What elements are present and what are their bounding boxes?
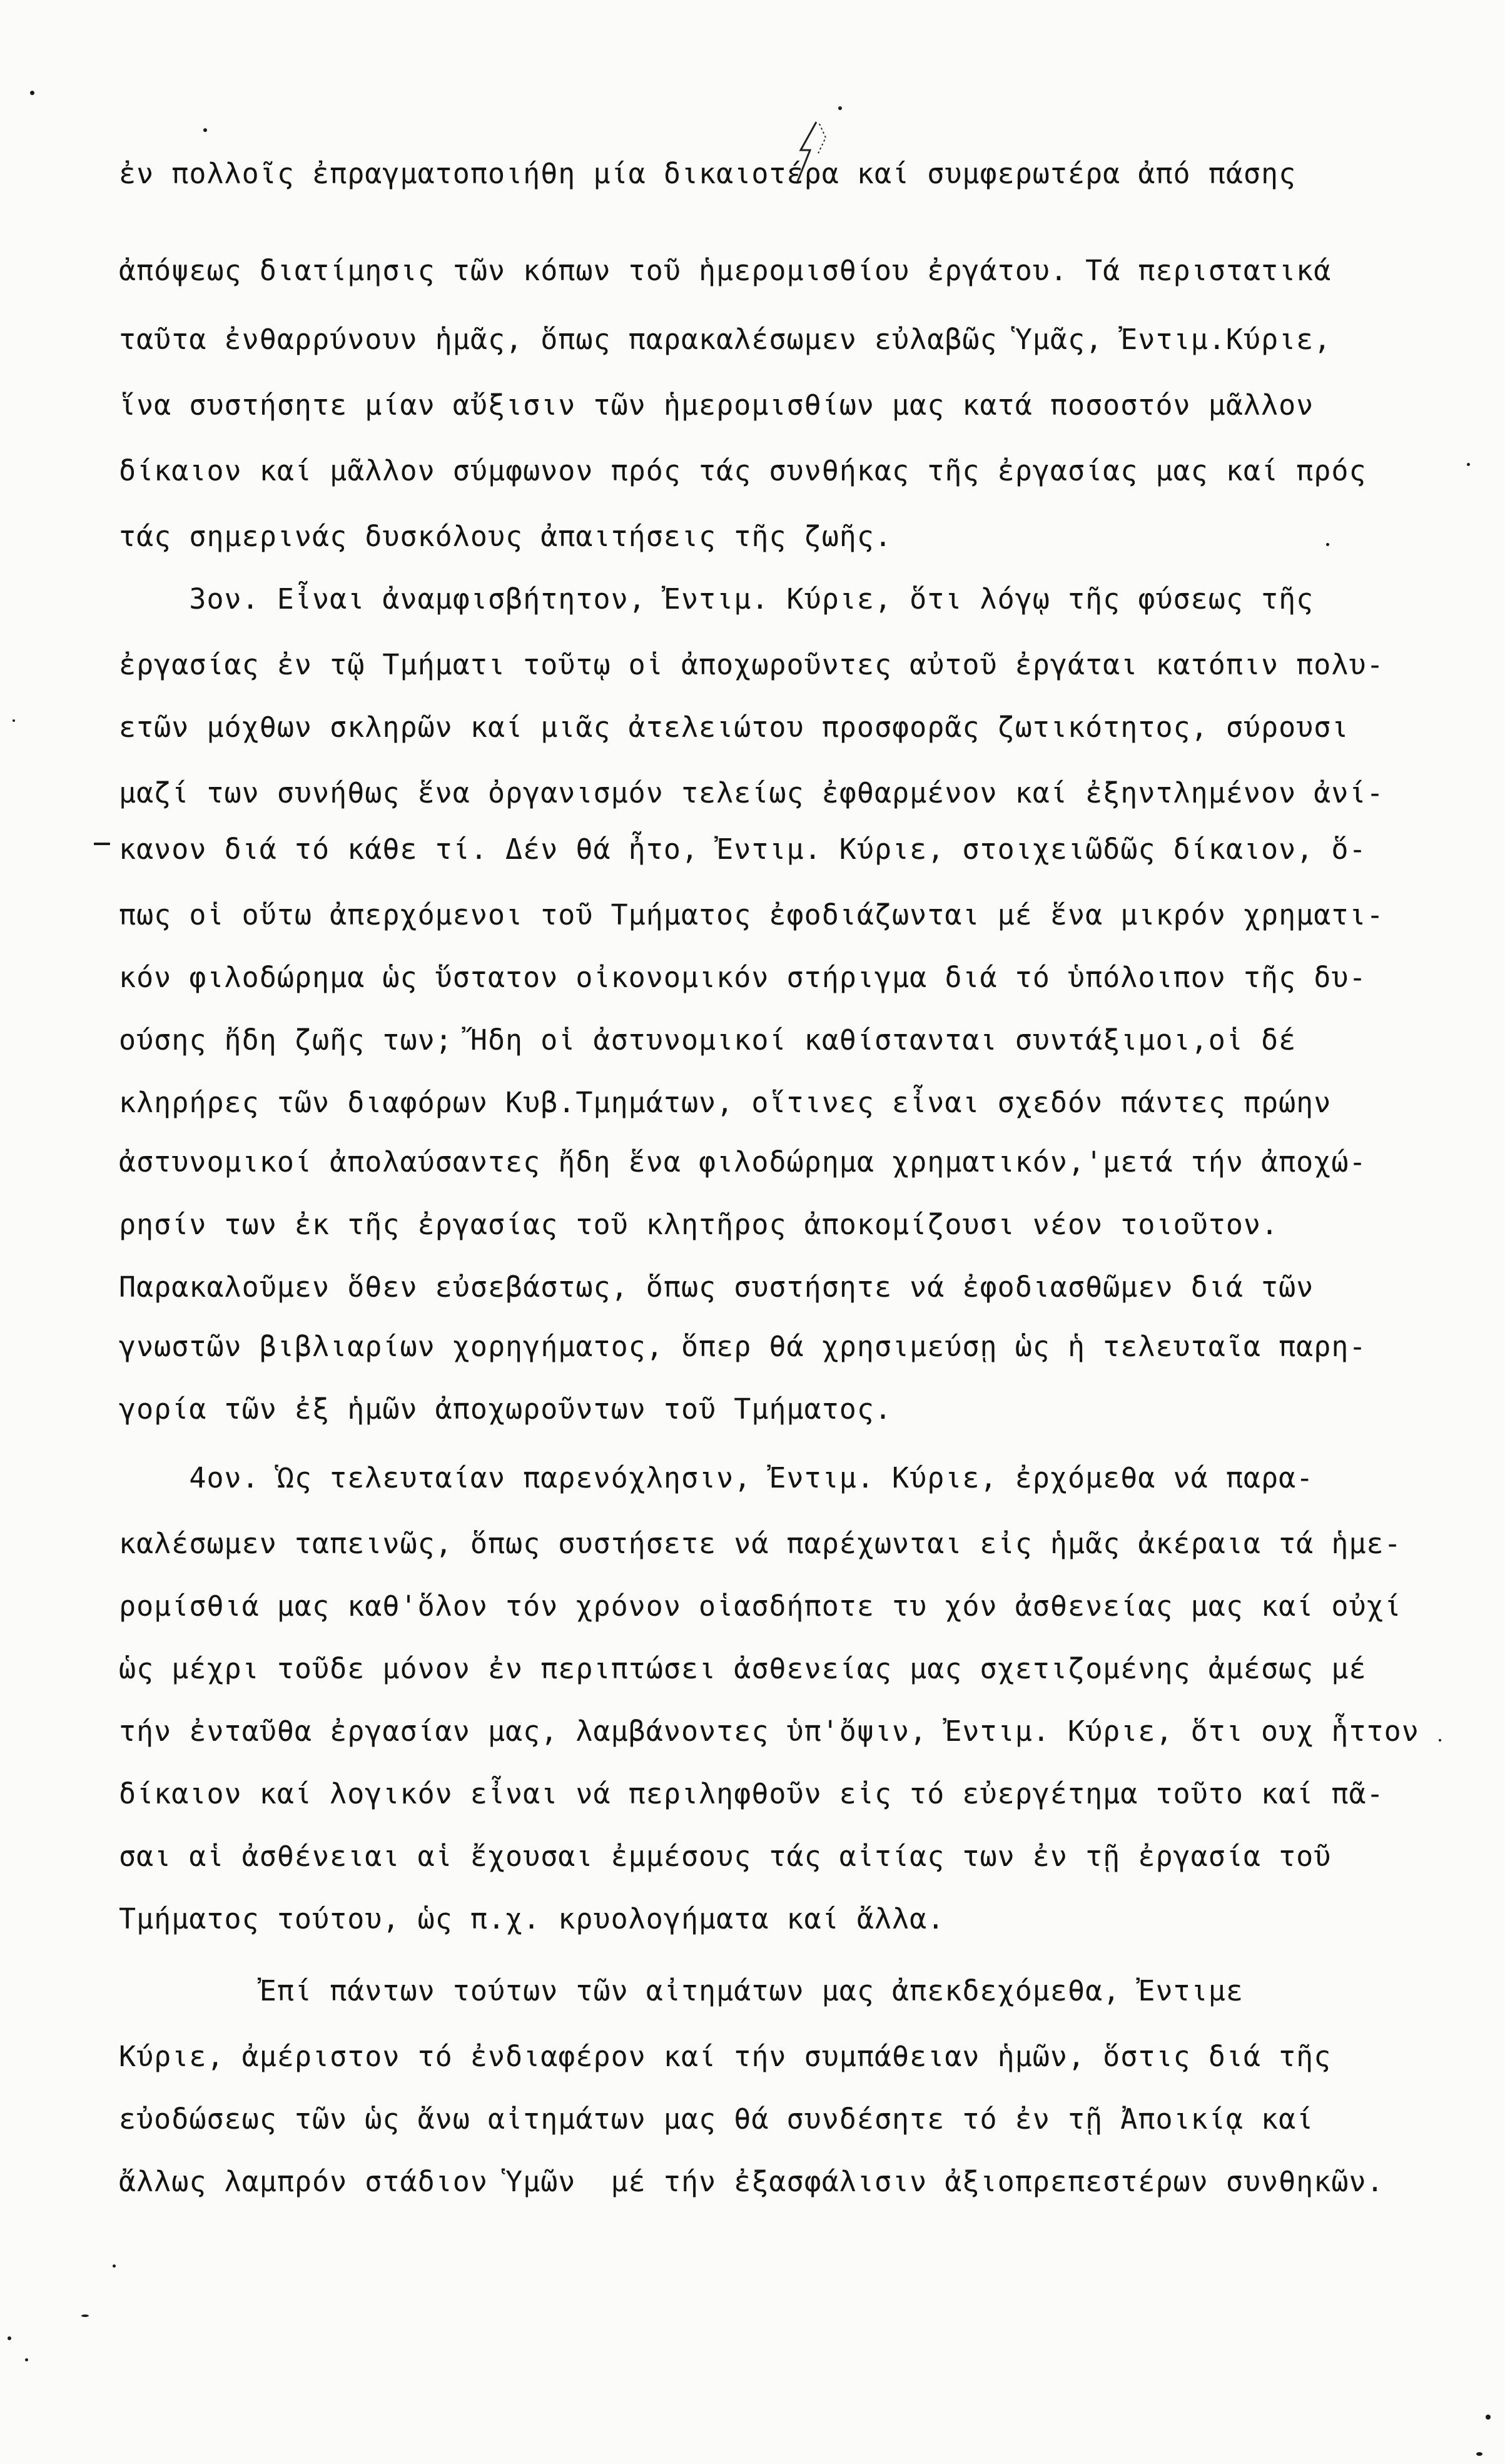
text-line: ἄλλως λαμπρόν στάδιον Ὑμῶν μέ τήν ἐξασφάλισιν ἀξιοπρεπεστέρων συνθηκῶν. (119, 2165, 1384, 2198)
text-line: 4ον. Ὡς τελευταίαν παρενόχλησιν, Ἐντιμ. Κύριε, ἐρχόμεθα νά παρα- (119, 1461, 1314, 1494)
scan-speck (8, 2336, 11, 2340)
text-line: ὡς μέχρι τοῦδε μόνον ἐν περιπτώσει ἀσθενείας μας σχετιζομένης ἀμέσως μέ (119, 1652, 1367, 1685)
text-line: μαζί των συνήθως ἕνα ὀργανισμόν τελείως ἐφθαρμένον καί ἐξηντλημένον ἀνί- (119, 776, 1384, 809)
text-line: εὐοδώσεως τῶν ὡς ἄνω αἰτημάτων μας θά συνδέσητε τό ἐν τῇ Ἀποικίᾳ καί (119, 2102, 1314, 2136)
scan-speck (838, 106, 842, 110)
text-line: ἐργασίας ἐν τῷ Τμήματι τοῦτῳ οἱ ἀποχωροῦντες αὐτοῦ ἐργάται κατόπιν πολυ- (119, 648, 1384, 681)
scan-speck (30, 91, 34, 95)
text-line: καλέσωμεν ταπεινῶς, ὅπως συστήσετε νά παρέχωνται εἰς ἡμᾶς ἀκέραια τά ἡμε- (119, 1527, 1402, 1560)
scan-speck (1486, 2415, 1491, 2420)
text-line: Τμήματος τούτου, ὡς π.χ. κρυολογήματα καί ἄλλα. (119, 1902, 945, 1935)
margin-hyphen (94, 843, 110, 845)
text-line: τάς σημερινάς δυσκόλους ἀπαιτήσεις τῆς ζωῆς. (119, 520, 893, 553)
text-line: ούσης ἤδη ζωῆς των; Ἤδη οἱ ἀστυνομικοί καθίστανται συντάξιμοι,οἱ δέ (119, 1023, 1297, 1057)
scan-speck (113, 2264, 116, 2268)
text-line: Παρακαλοῦμεν ὅθεν εὐσεβάστως, ὅπως συστήσητε νά ἐφοδιασθῶμεν διά τῶν (119, 1270, 1314, 1304)
text-line: Ἐπί πάντων τούτων τῶν αἰτημάτων μας ἀπεκδεχόμεθα, Ἐντιμε (119, 1974, 1244, 2007)
scan-speck (203, 128, 207, 132)
text-line: κληρήρες τῶν διαφόρων Κυβ.Τμημάτων, οἵτινες εἶναι σχεδόν πάντες πρώην (119, 1086, 1332, 1119)
scan-speck (1476, 2452, 1482, 2456)
text-line: δίκαιον καί λογικόν εἶναι νά περιληφθοῦν εἰς τό εὐεργέτημα τοῦτο καί πᾶ- (119, 1777, 1384, 1810)
text-line: τήν ἐνταῦθα ἐργασίαν μας, λαμβάνοντες ὑπ'ὄψιν, Ἐντιμ. Κύριε, ὅτι ουχ ἧττον (119, 1715, 1419, 1748)
text-line: δίκαιον καί μᾶλλον σύμφωνον πρός τάς συνθήκας τῆς ἐργασίας μας καί πρός (119, 454, 1367, 487)
text-line: γνωστῶν βιβλιαρίων χορηγήματος, ὅπερ θά χρησιμεύσῃ ὡς ἡ τελευταῖα παρη- (119, 1330, 1367, 1363)
scan-speck (1326, 543, 1329, 546)
text-line: ἐν πολλοῖς ἐπραγματοποιήθη μία δικαιοτέρα καί συμφερωτέρα ἀπό πάσης (119, 157, 1297, 190)
scan-speck (81, 2314, 89, 2317)
text-line: 3ον. Εἶναι ἀναμφισβήτητον, Ἐντιμ. Κύριε, ὅτι λόγῳ τῆς φύσεως τῆς (119, 582, 1314, 616)
text-line: κόν φιλοδώρημα ὡς ὕστατον οἰκονομικόν στήριγμα διά τό ὑπόλοιπον τῆς δυ- (119, 961, 1367, 994)
scan-speck (1467, 463, 1470, 466)
text-line: ρομίσθιά μας καθ'ὅλον τόν χρόνον οἱασδήποτε τυ χόν ἀσθενείας μας καί οὐχί (119, 1589, 1402, 1623)
text-line: ἀστυνομικοί ἀπολαύσαντες ἤδη ἕνα φιλοδώρημα χρηματικόν,'μετά τήν ἀποχώ- (119, 1145, 1367, 1179)
text-line: ρησίν των ἐκ τῆς ἐργασίας τοῦ κλητῆρος ἀποκομίζουσι νέον τοιοῦτον. (119, 1208, 1279, 1241)
text-line: Κύριε, ἀμέριστον τό ἐνδιαφέρον καί τήν συμπάθειαν ἡμῶν, ὅστις διά τῆς (119, 2040, 1332, 2073)
scan-speck (25, 2358, 28, 2361)
text-line: σαι αἱ ἀσθένειαι αἱ ἔχουσαι ἐμμέσους τάς αἰτίας των ἐν τῇ ἐργασία τοῦ (119, 1840, 1332, 1873)
text-line: ετῶν μόχθων σκληρῶν καί μιᾶς ἀτελειώτου προσφορᾶς ζωτικότητος, σύρουσι (119, 711, 1349, 744)
text-line: κανον διά τό κάθε τί. Δέν θά ἦτο, Ἐντιμ. Κύριε, στοιχειῶδῶς δίκαιον, ὅ- (119, 833, 1367, 866)
scan-speck (13, 719, 15, 722)
text-line: ἀπόψεως διατίμησις τῶν κόπων τοῦ ἡμερομισθίου ἐργάτου. Τά περιστατικά (119, 254, 1332, 287)
text-line: γορία τῶν ἐξ ἡμῶν ἀποχωροῦντων τοῦ Τμήματος. (119, 1392, 893, 1426)
text-line: πως οἱ οὕτω ἀπερχόμενοι τοῦ Τμήματος ἐφοδιάζωνται μέ ἕνα μικρόν χρηματι- (119, 898, 1384, 931)
scan-speck (1439, 1739, 1441, 1742)
text-line: ταῦτα ἐνθαρρύνουν ἡμᾶς, ὅπως παρακαλέσωμεν εὐλαβῶς Ὑμᾶς, Ἐντιμ.Κύριε, (119, 323, 1332, 356)
text-line: ἵνα συστήσητε μίαν αὔξισιν τῶν ἡμερομισθίων μας κατά ποσοστόν μᾶλλον (119, 388, 1314, 422)
